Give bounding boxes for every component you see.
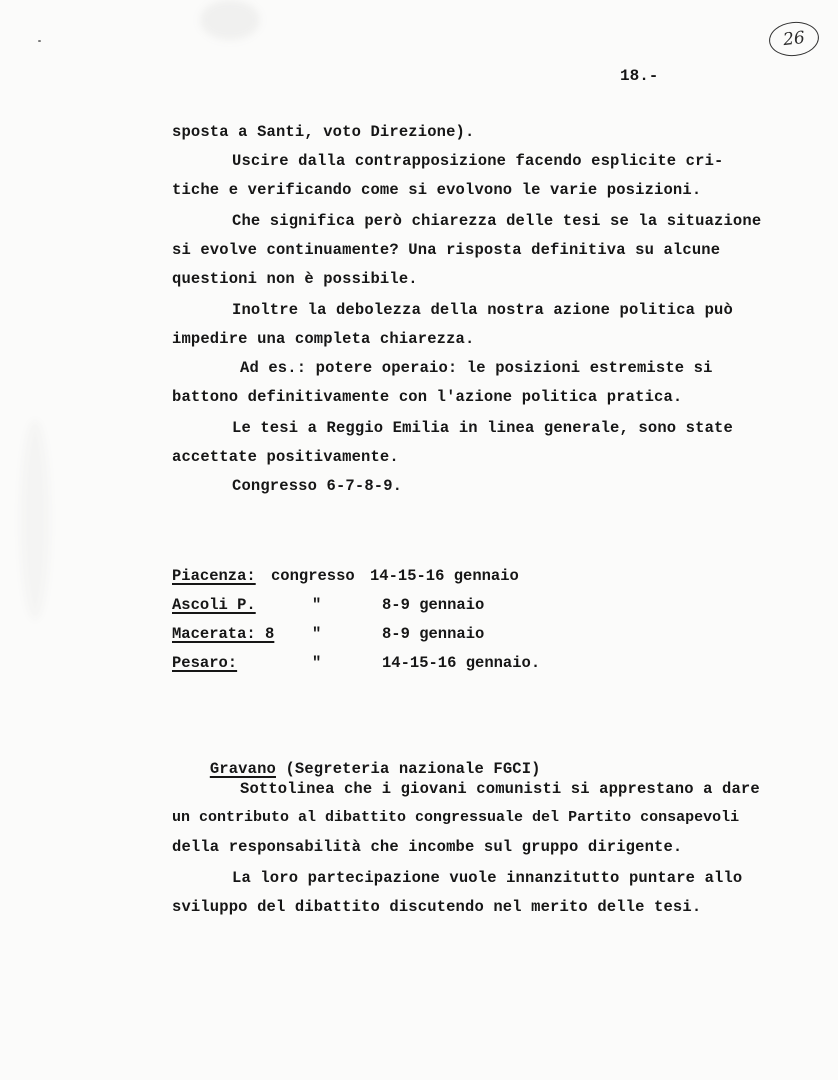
congress-event: " [312,625,322,643]
body-line: battono definitivamente con l'azione politica pratica. [172,388,683,406]
paper-smudge [20,420,50,620]
body-line: si evolve continuamente? Una risposta definitiva su alcune [172,241,721,259]
congress-dates: 8-9 gennaio [382,625,485,643]
congress-dates: 14-15-16 gennaio. [382,654,541,672]
paper-smudge [200,0,260,40]
body-line: sposta a Santi, voto Direzione). [172,123,475,141]
body-line: tiche e verificando come si evolvono le varie posizioni. [172,181,702,199]
congress-dates: 8-9 gennaio [382,596,485,614]
page-number: 18.- [620,67,659,85]
congress-event: " [312,654,322,672]
congress-place: Macerata: 8 [172,625,275,643]
body-line: Che significa però chiarezza delle tesi se la situazione [232,212,762,230]
congress-event: " [312,596,322,614]
body-line: Uscire dalla contrapposizione facendo esplicite cri- [232,152,724,170]
speech-line: Sottolinea che i giovani comunisti si apprestano a dare [240,780,760,798]
congress-event: congresso [271,567,355,585]
congress-place: Piacenza: [172,567,256,585]
body-line: Le tesi a Reggio Emilia in linea generale, sono state [232,419,733,437]
body-line: questioni non è possibile. [172,270,418,288]
congress-place: Pesaro: [172,654,238,672]
congress-place: Ascoli P. [172,596,256,614]
body-line: impedire una completa chiarezza. [172,330,475,348]
body-line: accettate positivamente. [172,448,399,466]
archive-stamp-number: 26 [782,27,806,51]
archive-stamp [767,19,820,58]
speech-line: La loro partecipazione vuole innanzitutto puntare allo [232,869,743,887]
speaker-name: Gravano [209,760,276,778]
paper-speck [38,40,41,42]
body-line: Inoltre la debolezza della nostra azione politica può [232,301,733,319]
speech-line: della responsabilità che incombe sul gruppo dirigente. [172,838,683,856]
speaker-role: (Segreteria nazionale FGCI) [285,760,541,778]
body-line: Congresso 6-7-8-9. [232,477,403,495]
congress-dates: 14-15-16 gennaio [370,567,519,585]
speech-line: sviluppo del dibattito discutendo nel merito delle tesi. [172,898,702,916]
speech-line: un contributo al dibattito congressuale del Partito consapevoli [172,809,740,826]
body-line: Ad es.: potere operaio: le posizioni estremiste si [240,359,713,377]
